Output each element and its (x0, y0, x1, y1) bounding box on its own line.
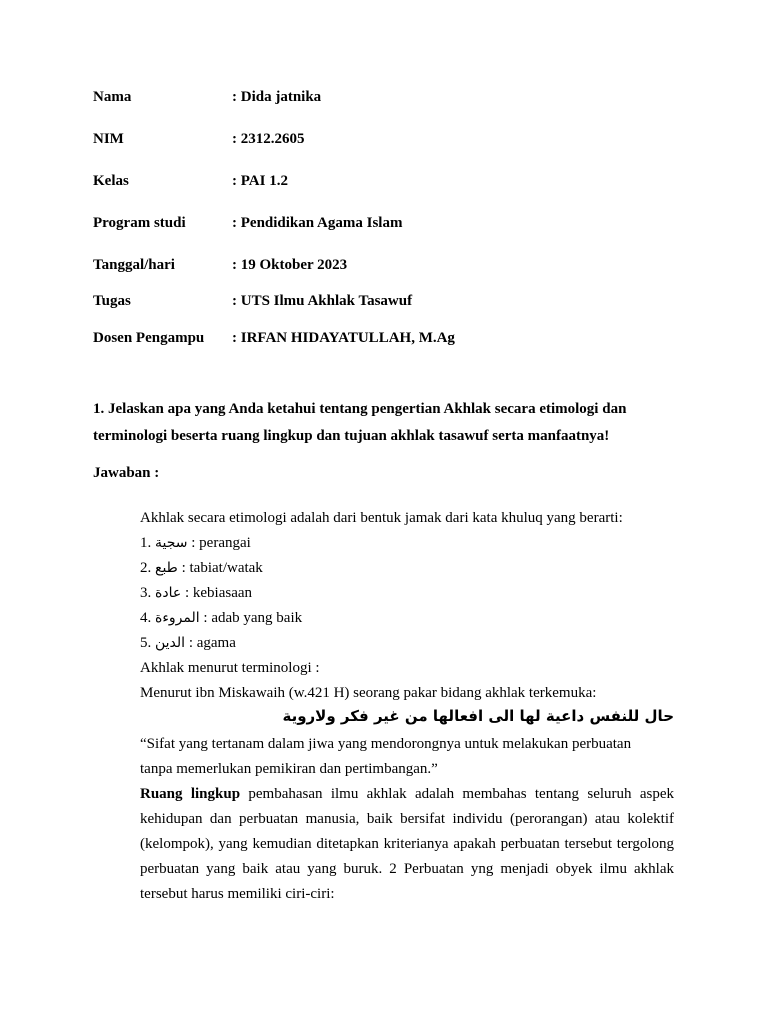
list-item (140, 581, 674, 606)
list-item (140, 631, 674, 656)
item-number: 2. (140, 560, 152, 576)
scope-text: pembahasan ilmu akhlak adalah membahas tentang seluruh aspek kehidupan dan perbuatan manusia, baik bersifat individu (perorangan) atau kolektif (kelompok), yang kemudian ditetapkan kriterianya apakah perbuatan tersebut tergolong perbuatan yang baik atau yang buruk. 2 Perbuatan yng menjadi obyek ilmu akhlak tersebut harus memiliki ciri-ciri: (140, 786, 674, 902)
info-label: Nama (93, 89, 132, 105)
info-label: Program studi (93, 215, 186, 231)
list-item (140, 556, 674, 581)
quote-translation (140, 732, 674, 782)
question-text: 1. Jelaskan apa yang Anda ketahui tentang pengertian Akhlak secara etimologi dan terminologi beserta ruang lingkup dan tujuan akhlak tasawuf serta manfaatnya! (93, 401, 627, 444)
item-number: 3. (140, 585, 152, 601)
list-item (140, 531, 674, 556)
info-value: : 19 Oktober 2023 (232, 257, 348, 273)
item-number: 4. (140, 610, 152, 626)
info-label: Kelas (93, 173, 129, 189)
answer-body (140, 506, 674, 706)
info-value: : Pendidikan Agama Islam (232, 215, 403, 231)
info-label: NIM (93, 131, 124, 147)
info-value: : 2312.2605 (232, 131, 305, 147)
item-meaning: : perangai (191, 535, 251, 551)
arabic-term: سجية (155, 535, 188, 551)
info-value: : Dida jatnika (232, 89, 322, 105)
etymology-intro: Akhlak secara etimologi adalah dari bentuk jamak dari kata khuluq yang berarti: (140, 510, 623, 526)
miskawaih-line: Menurut ibn Miskawaih (w.421 H) seorang pakar bidang akhlak terkemuka: (140, 685, 597, 701)
list-item (140, 606, 674, 631)
item-meaning: : kebiasaan (184, 585, 253, 601)
item-number: 5. (140, 635, 152, 651)
arabic-term: المروءة (155, 610, 200, 626)
item-number: 1. (140, 535, 152, 551)
arabic-term: الدين (155, 635, 186, 651)
arabic-quote: حال للنفس داعية لها الى افعالها من غير فكر ولاروية (282, 707, 674, 725)
item-meaning: : adab yang baik (203, 610, 303, 626)
arabic-term: عادة (155, 585, 182, 601)
answer-label: Jawaban : (93, 465, 160, 481)
quote-line: tanpa memerlukan pemikiran dan pertimbangan.” (140, 761, 438, 777)
arabic-term: طبع (155, 560, 178, 576)
scope-paragraph (140, 782, 674, 907)
info-label: Dosen Pengampu (93, 330, 205, 346)
info-label: Tugas (93, 293, 131, 309)
info-value: : UTS Ilmu Akhlak Tasawuf (232, 293, 413, 309)
item-meaning: : agama (188, 635, 236, 651)
info-value: : PAI 1.2 (232, 173, 288, 189)
terminology-heading: Akhlak menurut terminologi : (140, 660, 320, 676)
quote-line: “Sifat yang tertanam dalam jiwa yang mendorongnya untuk melakukan perbuatan (140, 736, 632, 752)
scope-heading: Ruang lingkup (140, 786, 241, 802)
info-label: Tanggal/hari (93, 257, 175, 273)
info-value: : IRFAN HIDAYATULLAH, M.Ag (232, 330, 455, 346)
item-meaning: : tabiat/watak (181, 560, 263, 576)
